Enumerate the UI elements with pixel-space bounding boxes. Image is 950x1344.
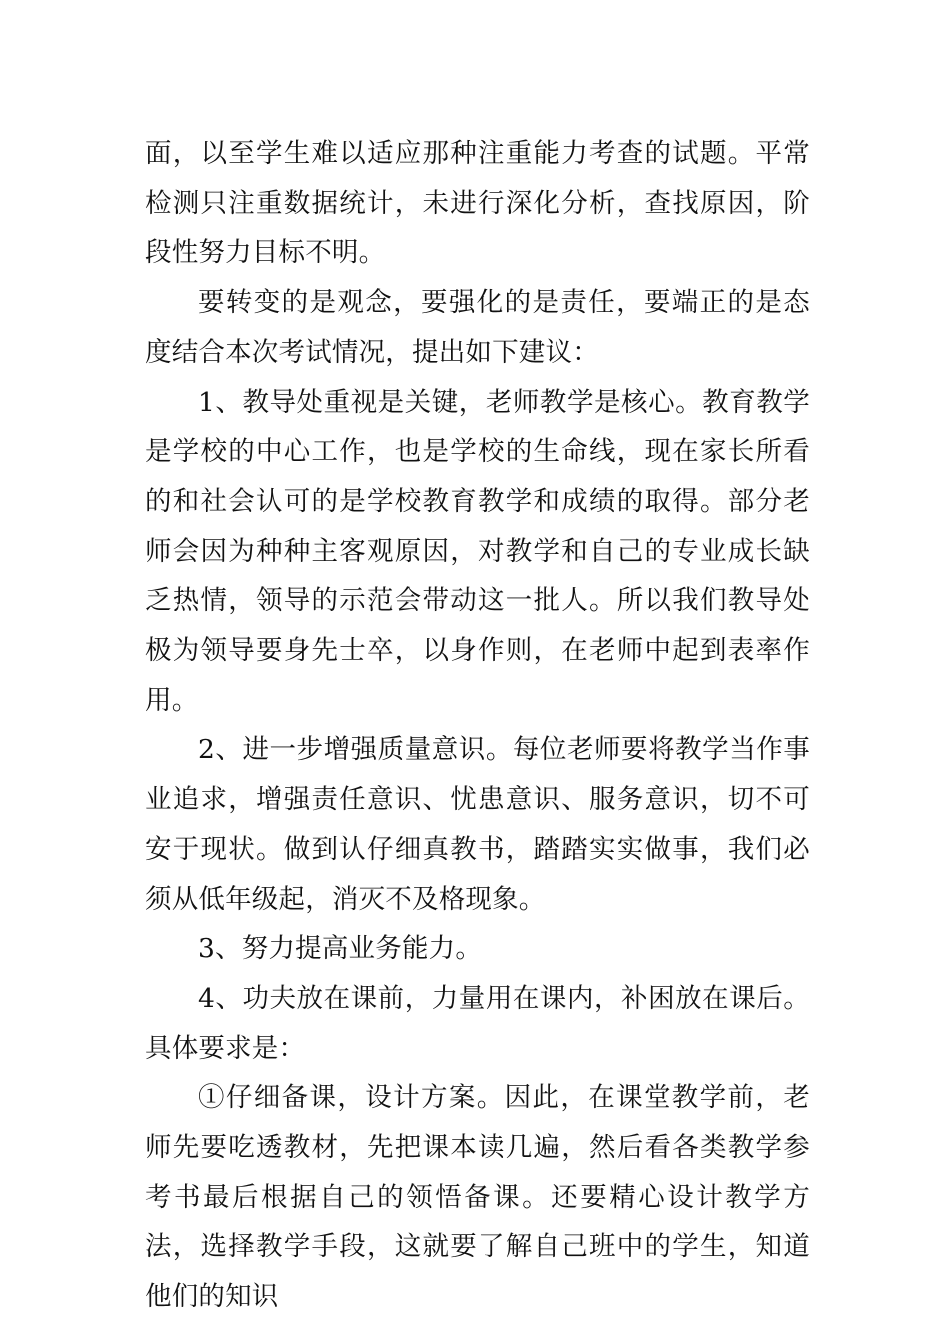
paragraph-item-3: 3、努力提高业务能力。 — [198, 933, 483, 965]
paragraph-item-2: 2、进一步增强质量意识。每位老师要将教学当作事业追求，增强责任意识、忧患意识、服务意识，切不可安于现状。做到认仔细真教书，踏踏实实做事，我们必须从低年级起，消灭不及格现象。 — [145, 734, 810, 915]
paragraph-subitem-1: ①仔细备课，设计方案。因此，在课堂教学前，老师先要吃透教材，先把课本读几遍，然后看各类教学参考书最后根据自己的领悟备课。还要精心设计教学方法，选择教学手段，这就要了解自己班中的学生，知道他们的知识 — [145, 1082, 810, 1313]
paragraph-continuation: 面，以至学生难以适应那种注重能力考查的试题。平常检测只注重数据统计，未进行深化分析，查找原因，阶段性努力目标不明。 — [145, 138, 810, 269]
document-body — [145, 129, 810, 1322]
paragraph-intro: 要转变的是观念，要强化的是责任，要端正的是态度结合本次考试情况，提出如下建议： — [145, 287, 810, 368]
paragraph-item-1: 1、教导处重视是关键，老师教学是核心。教育教学是学校的中心工作，也是学校的生命线，现在家长所看的和社会认可的是学校教育教学和成绩的取得。部分老师会因为种种主客观原因，对教学和自己的专业成长缺乏热情，领导的示范会带动这一批人。所以我们教导处极为领导要身先士卒，以身作则，在老师中起到表率作用。 — [145, 386, 810, 716]
paragraph-item-4: 4、功夫放在课前，力量用在课内，补困放在课后。具体要求是： — [145, 982, 810, 1064]
